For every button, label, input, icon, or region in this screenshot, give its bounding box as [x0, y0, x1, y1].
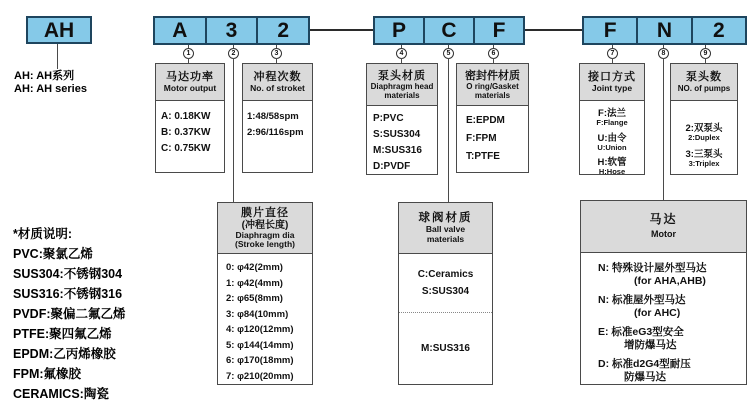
material-notes: [13, 224, 126, 401]
list-item: [598, 358, 746, 383]
code-group-3: [582, 16, 747, 45]
motor-option-line2: 增防爆马达: [624, 338, 677, 351]
list-item: M:SUS316: [373, 145, 422, 156]
ball-valve-box: [398, 202, 493, 385]
code-cell-stroke: 2: [256, 18, 308, 43]
head-material-box: [366, 63, 438, 175]
joint-option-en: U:Union: [597, 142, 627, 152]
callout-drop-2: [233, 58, 234, 202]
motor-header: [581, 201, 746, 253]
motor-option-line1: N: 特殊设计屋外型马达: [598, 262, 707, 274]
motor-option-line1: E: 标准eG3型安全: [598, 326, 684, 338]
material-note-line: PTFE:聚四氟乙烯: [13, 327, 112, 341]
group-connector-1-2: [310, 29, 373, 31]
series-callout-line: [57, 44, 58, 69]
code-box-series: [26, 16, 92, 44]
pump-count-header: [671, 64, 737, 101]
code-cell-diaphragm: 3: [205, 18, 257, 43]
callout-9: 9: [700, 48, 711, 59]
list-item: [671, 123, 737, 143]
list-item: 1:48/58spm: [247, 111, 299, 122]
seal-material-title-en2: materials: [474, 90, 511, 100]
diaphragm-dia-box: [217, 202, 313, 385]
strokes-box: [242, 63, 313, 173]
motor-output-box: [155, 63, 225, 173]
strokes-header: [243, 64, 312, 101]
ball-valve-title-en1: Ball valve: [425, 224, 466, 234]
motor-title-en: Motor: [651, 229, 676, 240]
head-material-title-zh: 泵头材质: [378, 69, 426, 82]
motor-title-zh: 马达: [649, 212, 678, 227]
list-item: [580, 108, 644, 128]
code-group-2: [373, 16, 525, 45]
motor-option-line2: (for AHC): [634, 306, 681, 319]
list-item: F:FPM: [466, 133, 497, 144]
code-cell-pump-count: 2: [691, 18, 745, 43]
list-item: C: 0.75KW: [161, 143, 211, 154]
callout-7: 7: [607, 48, 618, 59]
material-note-line: CERAMICS:陶瓷: [13, 387, 109, 401]
joint-option-en: H:Hose: [598, 167, 626, 176]
group-connector-2-3: [525, 29, 582, 31]
callout-2: 2: [228, 48, 239, 59]
seal-material-box: [456, 63, 529, 173]
motor-output-list: [156, 101, 224, 157]
pump-count-box: [670, 63, 738, 175]
seal-material-title-zh: 密封件材质: [465, 69, 520, 82]
material-notes-title: *材质说明:: [13, 227, 73, 241]
material-note-line: SUS304:不锈钢304: [13, 267, 123, 281]
motor-output-title-zh: 马达功率: [166, 70, 214, 83]
list-item: 5: φ144(14mm): [226, 339, 294, 351]
diaphragm-dia-list: [218, 254, 312, 384]
joint-option-zh: F:法兰: [598, 108, 626, 119]
list-item: 7: φ210(20mm): [226, 370, 294, 382]
material-note-line: PVDF:聚偏二氟乙烯: [13, 307, 126, 321]
list-item: S:SUS304: [373, 129, 421, 140]
code-cell-ball-valve: C: [423, 18, 473, 43]
material-note-line: PVC:聚氯乙烯: [13, 247, 93, 261]
list-item: 2:96/116spm: [247, 127, 304, 138]
callout-6: 6: [488, 48, 499, 59]
list-item: [580, 157, 644, 177]
pump-count-list: [671, 101, 737, 168]
seal-material-header: [457, 64, 528, 106]
head-material-title-en1: Diaphragm head: [370, 81, 434, 91]
list-item: E:EPDM: [466, 115, 505, 126]
list-item: [598, 294, 746, 319]
seal-material-title-en1: O ring/Gasket: [466, 81, 519, 91]
callout-1: 1: [183, 48, 194, 59]
list-item: 2: φ65(8mm): [226, 293, 283, 304]
diaphragm-dia-title-en1: Diaphragm dia: [235, 230, 295, 240]
joint-type-title-en: Joint type: [591, 82, 633, 93]
motor-list: [581, 253, 746, 383]
diaphragm-dia-header: [218, 203, 312, 254]
list-item: B: 0.37KW: [161, 127, 211, 138]
list-item: D:PVDF: [373, 161, 411, 172]
material-note-line: SUS316:不锈钢316: [13, 287, 123, 301]
series-note-en: AH: AH series: [14, 82, 87, 95]
diaphragm-dia-title-zh2: (冲程长度): [241, 220, 289, 231]
joint-option-zh: U:由令: [597, 132, 627, 144]
joint-type-list: [580, 101, 644, 177]
strokes-title-en: No. of stroket: [250, 82, 305, 93]
ball-valve-header: [399, 203, 492, 254]
code-cell-motor-type: N: [636, 18, 690, 43]
joint-type-header: [580, 64, 644, 101]
code-group-1: [153, 16, 310, 45]
motor-box: [580, 200, 747, 385]
head-material-title-en2: materials: [384, 90, 420, 100]
diaphragm-dia-title-en2: (Stroke length): [235, 239, 295, 249]
head-material-header: [367, 64, 437, 106]
list-item: [598, 326, 746, 351]
motor-option-line2: 防爆马达: [624, 370, 666, 383]
list-item: [580, 133, 644, 153]
list-item: 6: φ170(18mm): [226, 355, 294, 366]
motor-output-header: [156, 64, 224, 101]
callout-3: 3: [271, 48, 282, 59]
pump-count-option-en: 2:Duplex: [688, 133, 720, 142]
ball-valve-title-en2: materials: [426, 233, 465, 244]
list-item: T:PTFE: [466, 151, 500, 162]
diaphragm-dia-title-zh1: 膜片直径: [241, 207, 289, 219]
motor-output-title-en: Motor output: [163, 82, 217, 93]
code-cell-seal: F: [473, 18, 523, 43]
callout-drop-8: [663, 58, 664, 200]
pump-count-option-en: 3:Triplex: [688, 158, 720, 168]
pump-count-option-zh: 3:三泵头: [685, 148, 723, 160]
code-cell-head-material: P: [391, 19, 406, 42]
motor-option-line1: N: 标准屋外型马达: [598, 294, 686, 306]
list-item: 1: φ42(4mm): [226, 277, 283, 289]
motor-option-line2: (for AHA,AHB): [634, 274, 706, 287]
ball-valve-list-bottom: [399, 313, 492, 354]
list-item: A: 0.18KW: [161, 111, 211, 122]
series-note-zh: AH: AH系列: [14, 70, 75, 82]
list-item: [671, 149, 737, 169]
ball-valve-list-top: [399, 254, 492, 313]
code-cell-series: AH: [43, 18, 75, 42]
strokes-title-zh: 冲程次数: [253, 70, 302, 83]
joint-option-zh: H:软管: [597, 157, 627, 168]
list-item: 4: φ120(12mm): [226, 324, 294, 335]
list-item: P:PVC: [373, 113, 404, 124]
material-note-line: EPDM:乙丙烯橡胶: [13, 347, 116, 361]
list-item: S:SUS304: [421, 286, 470, 297]
pump-count-option-zh: 2:双泵头: [685, 123, 723, 134]
joint-option-en: F:Flange: [596, 118, 628, 127]
joint-type-box: [579, 63, 645, 175]
callout-drop-5: [448, 58, 449, 202]
callout-8: 8: [658, 48, 669, 59]
list-item: M:SUS316: [421, 343, 470, 354]
callout-4: 4: [396, 48, 407, 59]
list-item: C:Ceramics: [417, 269, 474, 280]
series-note: [14, 70, 87, 95]
head-material-list: [367, 106, 437, 175]
list-item: 3: φ84(10mm): [226, 308, 289, 320]
pump-count-title-en: NO. of pumps: [677, 83, 731, 93]
material-note-line: FPM:氟橡胶: [13, 367, 82, 381]
seal-material-list: [457, 106, 528, 166]
ball-valve-title-zh: 球阀材质: [418, 212, 473, 224]
motor-option-line1: D: 标准d2G4型耐压: [598, 358, 691, 370]
pump-count-title-zh: 泵头数: [686, 70, 722, 83]
callout-5: 5: [443, 48, 454, 59]
code-cell-joint: F: [603, 19, 617, 42]
strokes-list: [243, 101, 312, 141]
list-item: [598, 262, 746, 287]
joint-type-title-zh: 接口方式: [588, 70, 636, 83]
code-cell-motor: A: [172, 19, 188, 42]
list-item: 0: φ42(2mm): [226, 262, 283, 273]
